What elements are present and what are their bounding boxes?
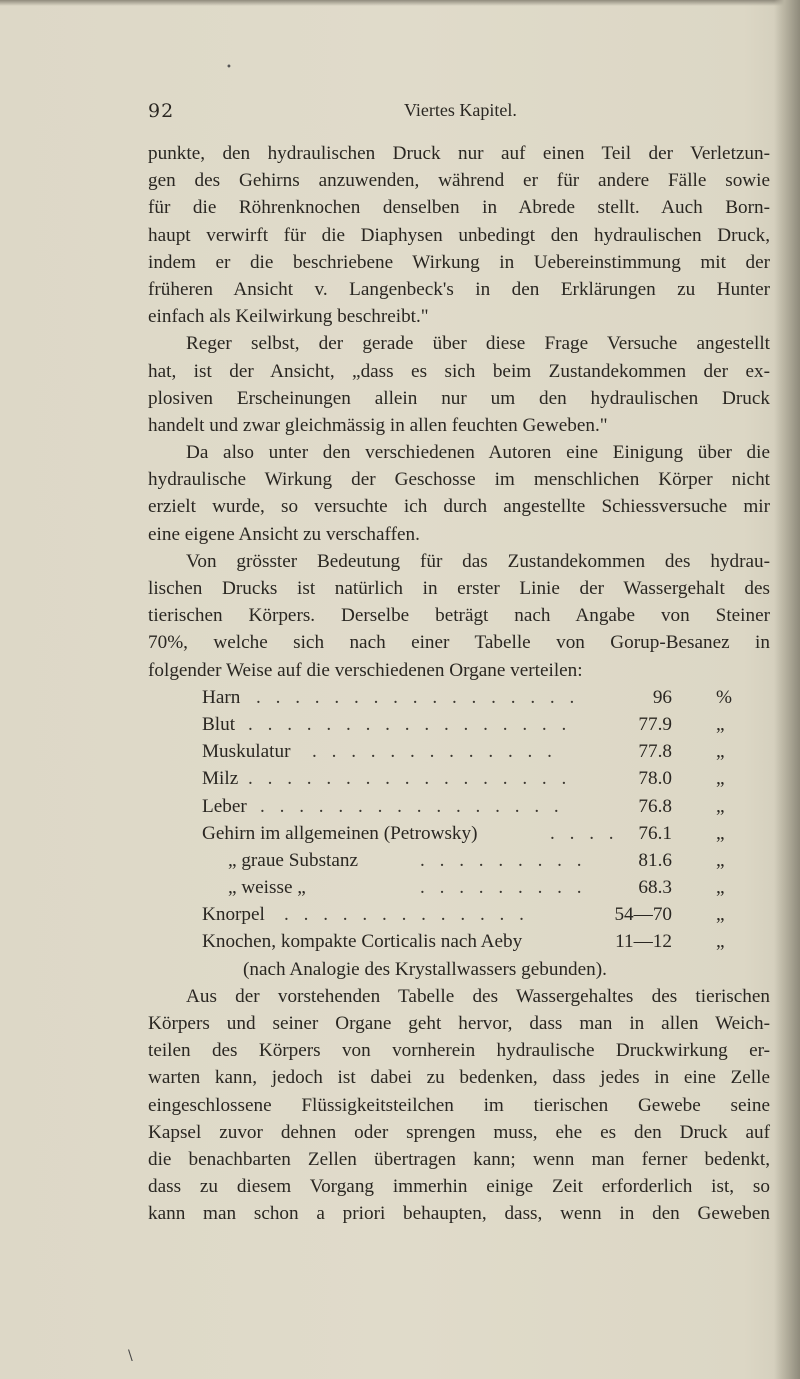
table-row bbox=[148, 793, 770, 820]
text-line: eine eigene Ansicht zu verschaffen. bbox=[148, 523, 420, 545]
table-row bbox=[148, 820, 770, 847]
text-line: gen des Gehirns anzuwenden, während er für andere Fälle sowie bbox=[148, 170, 770, 192]
text-line: einfach als Keilwirkung beschreibt." bbox=[148, 306, 429, 328]
table-row bbox=[148, 847, 770, 874]
water-percent: 77.9 bbox=[638, 713, 672, 735]
paragraph-3 bbox=[148, 439, 770, 548]
unit-mark: „ bbox=[716, 822, 725, 844]
table-note: (nach Analogie des Krystallwassers gebunden). bbox=[243, 958, 607, 980]
text-line: früheren Ansicht v. Langenbeck's in den Erklärungen zu Hunter bbox=[148, 278, 770, 300]
text-line: Von grösster Bedeutung für das Zustandekommen des hydrau- bbox=[186, 550, 770, 572]
text-line: tierischen Körpers. Derselbe beträgt nach Angabe von Steiner bbox=[148, 605, 770, 627]
organ-label: Gehirn im allgemeinen (Petrowsky) bbox=[202, 822, 478, 844]
paragraph-4 bbox=[148, 548, 770, 684]
text-line: hat, ist der Ansicht, „dass es sich beim Zustandekommen der ex- bbox=[148, 360, 770, 382]
leader-dots: . . . . . . . . . . . . . . . . . bbox=[248, 768, 572, 790]
organ-label: „ weisse „ bbox=[228, 877, 306, 899]
organ-label: Harn bbox=[202, 686, 241, 708]
table-row bbox=[148, 928, 770, 955]
table-row bbox=[148, 874, 770, 901]
leader-dots: . . . . . . . . . . . . . . . . . bbox=[248, 713, 572, 735]
text-line: die benachbarten Zellen übertragen kann; wenn man ferner bedenkt, bbox=[148, 1148, 770, 1170]
page-header bbox=[148, 100, 770, 130]
text-line: handelt und zwar gleichmässig in allen feuchten Geweben." bbox=[148, 414, 608, 436]
unit-mark: „ bbox=[716, 795, 725, 817]
text-line: plosiven Erscheinungen allein nur um den hydraulischen Druck bbox=[148, 387, 770, 409]
organ-label: Milz bbox=[202, 768, 239, 790]
leader-dots: . . . . . . . . . . . . . bbox=[312, 741, 557, 763]
text-line: eingeschlossene Flüssigkeitsteilchen im tierischen Gewebe seine bbox=[148, 1094, 770, 1116]
leader-dots: . . . . . . . . . . . . . . . . bbox=[260, 795, 564, 817]
page-number: 92 bbox=[148, 100, 175, 122]
text-line: Kapsel zuvor dehnen oder sprengen muss, ehe es den Druck auf bbox=[148, 1121, 770, 1143]
water-percent: 11—12 bbox=[615, 931, 672, 953]
organ-label: Blut bbox=[202, 713, 236, 735]
running-head: Viertes Kapitel. bbox=[404, 100, 517, 120]
table-row bbox=[148, 684, 770, 711]
organ-label: „ graue Substanz bbox=[228, 849, 359, 871]
text-line: 70%, welche sich nach einer Tabelle von Gorup-Besanez in bbox=[148, 632, 770, 654]
organ-label: Muskulatur bbox=[202, 741, 291, 763]
paragraph-1 bbox=[148, 140, 770, 330]
unit-mark: „ bbox=[716, 849, 725, 871]
paragraph-5 bbox=[148, 983, 770, 1228]
text-line: indem er die beschriebene Wirkung in Uebereinstimmung mit der bbox=[148, 251, 770, 273]
unit-mark: „ bbox=[716, 904, 725, 926]
page-body bbox=[148, 140, 770, 1228]
water-percent: 77.8 bbox=[638, 741, 672, 763]
leader-dots: . . . . . . . . . . . . . bbox=[284, 904, 529, 926]
stray-mark: \ bbox=[128, 1348, 133, 1364]
text-line: Aus der vorstehenden Tabelle des Wassergehaltes des tierischen bbox=[186, 985, 770, 1007]
text-line: hydraulische Wirkung der Geschosse im menschlichen Körper nicht bbox=[148, 469, 770, 491]
unit-mark: „ bbox=[716, 768, 725, 790]
organ-label: Leber bbox=[202, 795, 247, 817]
text-line: Reger selbst, der gerade über diese Frage Versuche angestellt bbox=[186, 333, 770, 355]
leader-dots: . . . . . . . . . bbox=[420, 849, 587, 871]
text-line: lischen Drucks ist natürlich in erster Linie der Wassergehalt des bbox=[148, 578, 770, 599]
water-content-table bbox=[148, 684, 770, 983]
water-percent: 76.8 bbox=[638, 795, 672, 817]
text-line: kann man schon a priori behaupten, dass, wenn in den Geweben bbox=[148, 1203, 770, 1225]
table-row bbox=[148, 901, 770, 928]
text-line: teilen des Körpers von vornherein hydraulische Druckwirkung er- bbox=[148, 1040, 770, 1062]
page-top-edge bbox=[0, 0, 800, 6]
text-line: punkte, den hydraulischen Druck nur auf einen Teil der Verletzun- bbox=[148, 143, 770, 164]
text-line: erzielt wurde, so versuchte ich durch angestellte Schiessversuche mir bbox=[148, 496, 770, 518]
water-percent: 54—70 bbox=[614, 904, 672, 926]
unit-mark: „ bbox=[716, 741, 725, 763]
water-percent: 96 bbox=[652, 686, 672, 708]
leader-dots: . . . . bbox=[550, 822, 619, 844]
text-line: haupt verwirft für die Diaphysen unbedingt den hydraulischen Druck, bbox=[148, 224, 770, 246]
unit-mark: „ bbox=[716, 713, 725, 735]
text-line: folgender Weise auf die verschiedenen Organe verteilen: bbox=[148, 659, 583, 681]
unit-mark: % bbox=[716, 686, 732, 708]
book-spine-shadow bbox=[774, 0, 800, 1379]
leader-dots: . . . . . . . . . bbox=[420, 877, 587, 899]
unit-mark: „ bbox=[716, 931, 725, 953]
water-percent: 76.1 bbox=[638, 822, 672, 844]
paragraph-2 bbox=[148, 330, 770, 439]
text-line: warten kann, jedoch ist dabei zu bedenken, dass jedes in eine Zelle bbox=[148, 1067, 770, 1089]
organ-label: Knorpel bbox=[202, 904, 265, 926]
stray-mark: • bbox=[226, 62, 232, 73]
table-row bbox=[148, 711, 770, 738]
table-row bbox=[148, 765, 770, 792]
text-line: Körpers und seiner Organe geht hervor, dass man in allen Weich- bbox=[148, 1013, 770, 1034]
unit-mark: „ bbox=[716, 877, 725, 899]
water-percent: 68.3 bbox=[638, 877, 672, 899]
leader-dots: . . . . . . . . . . . . . . . . . bbox=[256, 686, 580, 708]
table-row bbox=[148, 738, 770, 765]
water-percent: 81.6 bbox=[638, 849, 672, 871]
text-line: für die Röhrenknochen denselben in Abrede stellt. Auch Born- bbox=[148, 197, 770, 219]
text-line: dass zu diesem Vorgang immerhin einige Zeit erforderlich ist, so bbox=[148, 1176, 770, 1198]
text-line: Da also unter den verschiedenen Autoren eine Einigung über die bbox=[186, 442, 770, 464]
water-percent: 78.0 bbox=[638, 768, 672, 790]
table-note-row bbox=[148, 956, 770, 983]
organ-label: Knochen, kompakte Corticalis nach Aeby bbox=[202, 931, 523, 953]
